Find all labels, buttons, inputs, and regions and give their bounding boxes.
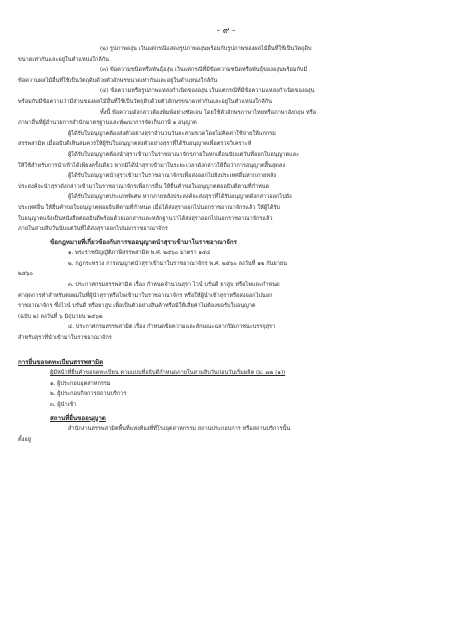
registration-item: ๓. ผู้นำเข้า (50, 402, 77, 408)
paragraph-line: ผู้ได้รับใบอนุญาตต้องนำสุราเข้ามาในราชอาณาจักรภายในหกเดือนนับแต่วันที่ออกใบอนุญาตและ (68, 151, 300, 158)
paragraph-line: (๒) รูปภาพองุ่น เว้นแต่กรณีแสดงรูปภาพองุ่นพร้อมกับรูปภาพของผลไม้อื่นที่ใช้เป็นวัตถุดิบ (100, 46, 312, 52)
paragraph-line: ภายในสามสิบวันนับแต่วันที่ได้ส่งสุราออกไปนอกราชอาณาจักร (18, 226, 168, 233)
location-section (18, 414, 436, 446)
paragraph-line: สรรพสามิต เมื่ออธิบดีเห็นสมควรให้ผู้รับใบอนุญาตส่งตัวอย่างสุราที่ได้รับอนุญาตเพื่อตรวจวิเคราะห์ (18, 141, 252, 148)
location-line: สำนักงานสรรพสามิตพื้นที่แห่งท้องที่ที่โรงอุตสาหกรรม สถานประกอบการ หรือสถานบริการนั้น (68, 426, 291, 433)
paragraph-line: ข้อความผลไม้อื่นที่ใช้เป็นวัตถุดิบด้วยตัวอักษรขนาดเท่ากันและอยู่ในตำแหน่งใกล้กัน (18, 77, 218, 84)
registration-section (18, 358, 436, 411)
paragraph-line: ใบอนุญาตแจ้งเป็นหนังสือต่ออธิบดีพร้อมด้วยเอกสารและหลักฐานว่าได้ส่งสุราออกไปนอกราชอาณาจักรแล้ว (18, 215, 273, 222)
paragraph-line: ทั้งนี้ ข้อความดังกล่าวต้องพิมพ์อย่างชัดเจน โดยใช้ตัวอักษรภาษาไทยหรือภาษาอังกฤษ หรือ (100, 109, 317, 116)
paragraph-line: (๓) ข้อความชนิดหรือพันธุ์องุ่น เว้นแต่กรณีที่มีข้อความชนิดหรือพันธุ์ขององุ่นพร้อมกับมี (100, 67, 308, 74)
paragraph-line: ประสงค์จะนำสุราดังกล่าวเข้ามาในราชอาณาจักรเพื่อการอื่น ให้ยื่นคำขอใบอนุญาตต่ออธิบดีตามที่กำหนด (18, 183, 270, 190)
paragraph-line: พร้อมกับมีข้อความว่ามีส่วนของผลไม้อื่นที่ใช้เป็นวัตถุดิบด้วยตัวอักษรขนาดเท่ากันและอยู่ในตำแหน่งใกล้กัน (18, 98, 272, 105)
page-number: - ๙ - (216, 26, 236, 36)
law-item: ๒. กฎกระทรวง การอนุญาตนำสุราเข้ามาในราชอาณาจักร พ.ศ. ๒๕๖๐ ลงวันที่ ๑๒ กันยายน (68, 260, 287, 267)
law-item-continuation: สำหรับสุราที่นำเข้ามาในราชอาณาจักร (18, 335, 112, 342)
location-heading: สถานที่ยื่นขออนุญาต (50, 414, 106, 422)
document-body (18, 44, 436, 445)
paragraph-line: ผู้ได้รับใบอนุญาตต้องส่งตัวอย่างสุราจำนวนวันละสามขวดโดยไม่คิดค่าใช้จ่ายให้แก่กรม (68, 130, 276, 137)
paragraph-line: ผู้ได้รับใบอนุญาตประเภทพิเศษ หากภายหลังประสงค์จะส่งสุราที่ได้รับอนุญาตดังกล่าวออกไปยัง (68, 194, 292, 201)
paragraph-line: ขนาดเท่ากันและอยู่ในตำแหน่งใกล้กัน (18, 56, 109, 63)
law-item: ๔. ประกาศกรมสรรพสามิต เรื่อง กำหนดข้อความและลักษณะฉลากปิดภาชนะบรรจุสุรา (68, 324, 276, 331)
registration-heading: การยื่นขอจดทะเบียนสรรพสามิต (18, 358, 104, 366)
law-item-continuation: ๒๕๖๐ (18, 271, 33, 278)
law-item: ๓. ประกาศกรมสรรพสามิต เรื่อง กำหนดจำนวนสุรา ไวน์ บรั่นดี ยาสูบ หรือไพ่และกำหนด (68, 282, 280, 289)
registration-item: ๒. ผู้ประกอบกิจการสถานบริการ (50, 391, 127, 398)
law-item: ๑. พระราชบัญญัติภาษีสรรพสามิต พ.ศ. ๒๕๖๐ มาตรา ๑๕๔ (68, 250, 211, 257)
paragraph-line: ผู้ได้รับใบอนุญาตนำสุราเข้ามาในราชอาณาจักรเพื่อส่งออกไปยังประเทศอื่นหากภายหลัง (68, 173, 277, 180)
law-item-continuation: ค่าสุดการทำสำหรับต่อผมในที่ผู้นำสุราหรือไพ่เข้ามาในราชอาณาจักร หรือให้ผู้นำเข้าสุราหรือส่งออกไปนอก (18, 292, 273, 299)
labeling-rules-section (18, 44, 436, 235)
location-line: ตั้งอยู่ (18, 436, 32, 443)
law-item-continuation: (ฉบับ ๒) ลงวันที่ ๖ มิถุนายน ๒๕๖๒ (18, 313, 103, 320)
registration-intro: ผู้มีหน้าที่ยื่นคำขอจดทะเบียน ตามแบบที่อธิบดีกำหนดภายในสามสิบวันก่อนวันเริ่มผลิต (ม. ๗๒ (๑)) (50, 370, 286, 377)
related-laws-heading: ข้อกฎหมายที่เกี่ยวข้องกับการขออนุญาตนำสุราเข้ามาในราชอาณาจักร (50, 238, 237, 246)
registration-item: ๑. ผู้ประกอบอุตสาหกรรม (50, 380, 111, 387)
paragraph-line: (๔) ข้อความหรือรูปภาพแหล่งกำเนิดขององุ่น เว้นแต่กรณีที่มีข้อความแหล่งกำเนิดขององุ่น (100, 88, 315, 95)
paragraph-line: ประเทศอื่น ให้ยื่นคำขอใบอนุญาตต่ออธิบดีตามที่กำหนด เมื่อได้ส่งสุราออกไปนอกราชอาณาจักรแล้ว ให้ผู้ได้รับ (18, 204, 281, 211)
paragraph-line: ภาษาอื่นที่ผู้อำนวยการสำนักมาตรฐานและพัฒนาการจัดเก็บภาษี ๑ อนุญาต (18, 120, 197, 127)
paragraph-line: ให้ใช้สำหรับการนำเข้าได้เพียงครั้งเดียว หากมิได้นำสุราเข้ามาในระยะเวลาดังกล่าวให้ถือว่าการอนุญาตสิ้นสุดลง (18, 162, 286, 169)
law-item-continuation: ราชอาณาจักร ซึ่งไวน์ บรั่นดี หรือยาสูบ เพื่อเป็นตัวอย่างสินค้าหรือมิให้เสียค่าไม่ต้องขอรับใบอนุญาต (18, 303, 256, 310)
related-laws-section (18, 238, 436, 344)
